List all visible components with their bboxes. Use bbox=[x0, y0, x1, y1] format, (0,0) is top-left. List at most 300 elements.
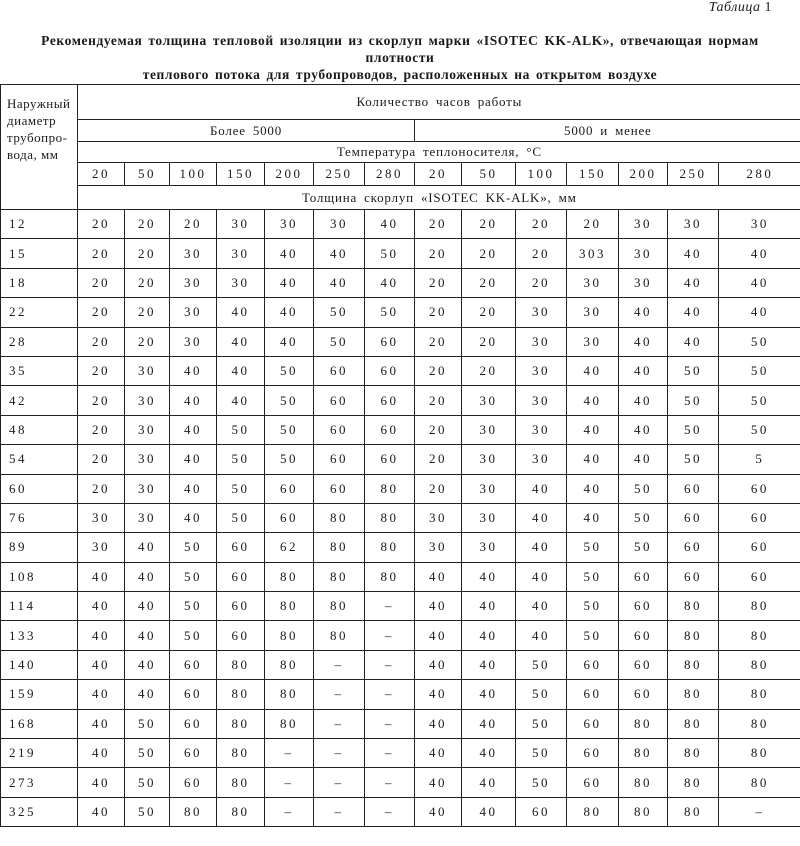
thickness-cell: 20 bbox=[125, 268, 170, 297]
thickness-cell: 40 bbox=[217, 327, 265, 356]
thickness-cell: 50 bbox=[719, 327, 800, 356]
table-row bbox=[1, 356, 800, 385]
thickness-cell: 20 bbox=[415, 239, 462, 268]
temperature-cell: 200 bbox=[619, 163, 668, 186]
thickness-cell: 30 bbox=[619, 210, 668, 239]
thickness-cell: 20 bbox=[567, 210, 619, 239]
table-row bbox=[1, 621, 800, 650]
thickness-cell: 30 bbox=[516, 327, 567, 356]
thickness-cell: 30 bbox=[567, 327, 619, 356]
diameter-cell: 54 bbox=[1, 445, 78, 474]
thickness-cell: 20 bbox=[125, 298, 170, 327]
thickness-cell: 40 bbox=[462, 739, 516, 768]
thickness-cell: 60 bbox=[668, 503, 719, 532]
thickness-cell: 80 bbox=[365, 533, 415, 562]
thickness-cell: 60 bbox=[314, 445, 365, 474]
thickness-cell: 30 bbox=[619, 239, 668, 268]
thickness-cell: 80 bbox=[365, 474, 415, 503]
thickness-cell: 60 bbox=[217, 533, 265, 562]
thickness-cell: 40 bbox=[516, 474, 567, 503]
thickness-cell: – bbox=[365, 768, 415, 797]
thickness-cell: 30 bbox=[462, 474, 516, 503]
thickness-cell: 40 bbox=[516, 562, 567, 591]
thickness-cell: – bbox=[314, 680, 365, 709]
thickness-cell: 40 bbox=[462, 621, 516, 650]
temperature-cell: 250 bbox=[314, 163, 365, 186]
diameter-cell: 12 bbox=[1, 210, 78, 239]
thickness-cell: 20 bbox=[415, 210, 462, 239]
thickness-cell: 40 bbox=[314, 239, 365, 268]
thickness-cell: – bbox=[365, 680, 415, 709]
thickness-cell: 60 bbox=[170, 650, 217, 679]
thickness-cell: 30 bbox=[170, 327, 217, 356]
thickness-cell: 80 bbox=[719, 768, 800, 797]
thickness-cell: 40 bbox=[78, 592, 125, 621]
thickness-cell: 40 bbox=[462, 562, 516, 591]
table-caption-word: Таблица bbox=[708, 0, 761, 15]
thickness-cell: 20 bbox=[415, 356, 462, 385]
thickness-cell: 40 bbox=[567, 415, 619, 444]
thickness-cell: 60 bbox=[719, 533, 800, 562]
thickness-cell: 60 bbox=[217, 621, 265, 650]
table-row bbox=[1, 650, 800, 679]
diameter-cell: 28 bbox=[1, 327, 78, 356]
thickness-cell: 60 bbox=[619, 621, 668, 650]
table-caption bbox=[709, 0, 772, 16]
thickness-cell: 50 bbox=[217, 503, 265, 532]
thickness-cell: 50 bbox=[125, 709, 170, 738]
thickness-cell: 40 bbox=[567, 386, 619, 415]
thickness-cell: 60 bbox=[567, 650, 619, 679]
thickness-cell: 30 bbox=[170, 298, 217, 327]
thickness-cell: 40 bbox=[125, 533, 170, 562]
thickness-cell: 20 bbox=[415, 386, 462, 415]
table-row bbox=[1, 474, 800, 503]
thickness-cell: 40 bbox=[217, 298, 265, 327]
thickness-cell: 50 bbox=[619, 474, 668, 503]
thickness-cell: – bbox=[365, 592, 415, 621]
thickness-cell: 50 bbox=[125, 768, 170, 797]
thickness-cell: 30 bbox=[462, 415, 516, 444]
thickness-cell: 40 bbox=[415, 562, 462, 591]
thickness-cell: – bbox=[265, 768, 314, 797]
table-row bbox=[1, 268, 800, 297]
thickness-cell: 30 bbox=[516, 415, 567, 444]
thickness-cell: 40 bbox=[170, 474, 217, 503]
table-row bbox=[1, 592, 800, 621]
thickness-cell: 20 bbox=[516, 210, 567, 239]
thickness-cell: – bbox=[314, 650, 365, 679]
thickness-cell: 20 bbox=[170, 210, 217, 239]
temperature-cell: 100 bbox=[516, 163, 567, 186]
diameter-cell: 22 bbox=[1, 298, 78, 327]
thickness-cell: 40 bbox=[170, 445, 217, 474]
diameter-cell: 273 bbox=[1, 768, 78, 797]
thickness-cell: 40 bbox=[125, 680, 170, 709]
thickness-cell: 60 bbox=[719, 562, 800, 591]
thickness-cell: 30 bbox=[217, 268, 265, 297]
table-row bbox=[1, 562, 800, 591]
thickness-cell: 60 bbox=[265, 474, 314, 503]
thickness-cell: 80 bbox=[314, 562, 365, 591]
thickness-cell: 20 bbox=[415, 474, 462, 503]
thickness-cell: 60 bbox=[668, 533, 719, 562]
thickness-cell: 40 bbox=[415, 797, 462, 826]
thickness-cell: 50 bbox=[567, 592, 619, 621]
thickness-cell: 50 bbox=[516, 650, 567, 679]
diameter-cell: 159 bbox=[1, 680, 78, 709]
diameter-header-line: вода, мм bbox=[7, 147, 59, 162]
thickness-cell: 60 bbox=[668, 562, 719, 591]
thickness-cell: 20 bbox=[78, 356, 125, 385]
thickness-cell: 50 bbox=[170, 533, 217, 562]
thickness-cell: 30 bbox=[125, 445, 170, 474]
table-body bbox=[1, 210, 800, 827]
thickness-cell: 60 bbox=[314, 415, 365, 444]
thickness-cell: 30 bbox=[462, 445, 516, 474]
thickness-cell: 80 bbox=[619, 768, 668, 797]
thickness-cell: 20 bbox=[462, 239, 516, 268]
diameter-cell: 18 bbox=[1, 268, 78, 297]
temperature-cell: 50 bbox=[462, 163, 516, 186]
thickness-cell: 60 bbox=[217, 562, 265, 591]
thickness-cell: 30 bbox=[719, 210, 800, 239]
thickness-cell: 30 bbox=[265, 210, 314, 239]
diameter-cell: 76 bbox=[1, 503, 78, 532]
thickness-cell: 40 bbox=[78, 739, 125, 768]
thickness-cell: 60 bbox=[314, 474, 365, 503]
thickness-cell: 5 bbox=[719, 445, 800, 474]
thickness-cell: 40 bbox=[567, 356, 619, 385]
thickness-cell: 40 bbox=[78, 621, 125, 650]
thickness-cell: 30 bbox=[668, 210, 719, 239]
thickness-cell: – bbox=[365, 650, 415, 679]
thickness-cell: 20 bbox=[125, 327, 170, 356]
thickness-cell: 40 bbox=[567, 503, 619, 532]
table-row bbox=[1, 239, 800, 268]
thickness-cell: 40 bbox=[78, 709, 125, 738]
diameter-cell: 108 bbox=[1, 562, 78, 591]
thickness-cell: 20 bbox=[78, 268, 125, 297]
thickness-cell: 80 bbox=[668, 592, 719, 621]
thickness-cell: 50 bbox=[719, 415, 800, 444]
table-row bbox=[1, 445, 800, 474]
thickness-cell: 40 bbox=[668, 268, 719, 297]
diameter-cell: 168 bbox=[1, 709, 78, 738]
thickness-cell: 80 bbox=[668, 680, 719, 709]
hours-header: Количество часов работы bbox=[78, 85, 800, 120]
temperature-cell: 280 bbox=[365, 163, 415, 186]
thickness-cell: 80 bbox=[217, 797, 265, 826]
thickness-cell: – bbox=[265, 739, 314, 768]
thickness-cell: 20 bbox=[78, 445, 125, 474]
thickness-cell: 40 bbox=[217, 356, 265, 385]
thickness-cell: 40 bbox=[415, 680, 462, 709]
thickness-cell: 50 bbox=[719, 386, 800, 415]
thickness-cell: 30 bbox=[125, 415, 170, 444]
thickness-cell: 20 bbox=[78, 386, 125, 415]
thickness-cell: 50 bbox=[314, 298, 365, 327]
thickness-cell: – bbox=[314, 739, 365, 768]
thickness-cell: 50 bbox=[567, 562, 619, 591]
thickness-cell: 50 bbox=[567, 621, 619, 650]
temperature-cell: 200 bbox=[265, 163, 314, 186]
thickness-cell: 60 bbox=[668, 474, 719, 503]
thickness-cell: 30 bbox=[516, 298, 567, 327]
table-row bbox=[1, 386, 800, 415]
thickness-cell: 60 bbox=[567, 739, 619, 768]
thickness-cell: 30 bbox=[415, 533, 462, 562]
thickness-cell: 60 bbox=[170, 768, 217, 797]
thickness-cell: 30 bbox=[170, 239, 217, 268]
thickness-cell: 40 bbox=[462, 797, 516, 826]
thickness-cell: – bbox=[365, 739, 415, 768]
thickness-cell: 30 bbox=[619, 268, 668, 297]
thickness-cell: 40 bbox=[78, 680, 125, 709]
thickness-cell: 50 bbox=[668, 386, 719, 415]
thickness-cell: 40 bbox=[365, 268, 415, 297]
thickness-cell: 50 bbox=[516, 709, 567, 738]
thickness-cell: 50 bbox=[217, 415, 265, 444]
thickness-cell: 40 bbox=[719, 268, 800, 297]
thickness-cell: 80 bbox=[567, 797, 619, 826]
thickness-cell: 50 bbox=[170, 592, 217, 621]
thickness-cell: 30 bbox=[125, 474, 170, 503]
thickness-cell: 62 bbox=[265, 533, 314, 562]
thickness-cell: 60 bbox=[719, 503, 800, 532]
thickness-cell: 40 bbox=[619, 415, 668, 444]
diameter-cell: 60 bbox=[1, 474, 78, 503]
thickness-cell: 80 bbox=[265, 592, 314, 621]
thickness-cell: 20 bbox=[415, 268, 462, 297]
thickness-cell: 50 bbox=[265, 386, 314, 415]
thickness-cell: 20 bbox=[462, 210, 516, 239]
thickness-cell: 40 bbox=[516, 621, 567, 650]
thickness-cell: 80 bbox=[668, 797, 719, 826]
thickness-cell: 30 bbox=[217, 239, 265, 268]
thickness-cell: 30 bbox=[125, 503, 170, 532]
thickness-cell: 40 bbox=[462, 650, 516, 679]
thickness-cell: 60 bbox=[365, 327, 415, 356]
thickness-cell: 30 bbox=[170, 268, 217, 297]
thickness-cell: 20 bbox=[462, 356, 516, 385]
thickness-cell: 50 bbox=[516, 739, 567, 768]
temperature-cell: 100 bbox=[170, 163, 217, 186]
thickness-cell: 80 bbox=[365, 503, 415, 532]
diameter-cell: 89 bbox=[1, 533, 78, 562]
table-row bbox=[1, 739, 800, 768]
thickness-cell: – bbox=[365, 797, 415, 826]
thickness-cell: 60 bbox=[619, 650, 668, 679]
thickness-cell: 50 bbox=[265, 415, 314, 444]
thickness-cell: 40 bbox=[78, 797, 125, 826]
thickness-cell: 80 bbox=[668, 768, 719, 797]
group-5000-or-less: 5000 и менее bbox=[415, 120, 800, 142]
thickness-cell: 60 bbox=[365, 445, 415, 474]
thickness-cell: 80 bbox=[217, 739, 265, 768]
thickness-cell: 60 bbox=[170, 680, 217, 709]
thickness-cell: 20 bbox=[78, 210, 125, 239]
thickness-cell: 60 bbox=[567, 680, 619, 709]
thickness-cell: 20 bbox=[78, 327, 125, 356]
thickness-cell: 60 bbox=[567, 709, 619, 738]
thickness-cell: 40 bbox=[78, 562, 125, 591]
thickness-cell: 30 bbox=[314, 210, 365, 239]
thickness-cell: 40 bbox=[462, 709, 516, 738]
thickness-cell: 40 bbox=[314, 268, 365, 297]
thickness-cell: 40 bbox=[567, 445, 619, 474]
thickness-cell: 40 bbox=[619, 327, 668, 356]
thickness-cell: 40 bbox=[78, 768, 125, 797]
thickness-cell: 303 bbox=[567, 239, 619, 268]
thickness-cell: 50 bbox=[125, 797, 170, 826]
thickness-cell: 50 bbox=[125, 739, 170, 768]
thickness-cell: 50 bbox=[217, 474, 265, 503]
diameter-cell: 114 bbox=[1, 592, 78, 621]
thickness-cell: 20 bbox=[125, 239, 170, 268]
thickness-cell: 40 bbox=[365, 210, 415, 239]
temperature-row bbox=[1, 163, 800, 186]
thickness-cell: 40 bbox=[567, 474, 619, 503]
thickness-cell: 80 bbox=[668, 650, 719, 679]
thickness-cell: 80 bbox=[668, 739, 719, 768]
thickness-cell: 20 bbox=[78, 239, 125, 268]
thickness-cell: – bbox=[314, 768, 365, 797]
diameter-cell: 15 bbox=[1, 239, 78, 268]
diameter-cell: 48 bbox=[1, 415, 78, 444]
table-title-line-2: теплового потока для трубопроводов, расположенных на открытом воздухе bbox=[142, 67, 658, 82]
thickness-cell: 30 bbox=[217, 210, 265, 239]
thickness-cell: 80 bbox=[619, 797, 668, 826]
thickness-cell: 60 bbox=[619, 592, 668, 621]
thickness-cell: 50 bbox=[170, 562, 217, 591]
table-caption-number: 1 bbox=[764, 0, 772, 15]
thickness-cell: 20 bbox=[516, 268, 567, 297]
thickness-cell: 80 bbox=[217, 768, 265, 797]
thickness-cell: 80 bbox=[668, 709, 719, 738]
thickness-cell: 30 bbox=[125, 356, 170, 385]
thickness-cell: 30 bbox=[415, 503, 462, 532]
thickness-cell: 40 bbox=[462, 768, 516, 797]
thickness-cell: 40 bbox=[619, 356, 668, 385]
thickness-cell: 40 bbox=[619, 445, 668, 474]
thickness-cell: 40 bbox=[125, 650, 170, 679]
thickness-cell: 40 bbox=[170, 503, 217, 532]
temperature-cell: 250 bbox=[668, 163, 719, 186]
thickness-cell: 40 bbox=[462, 592, 516, 621]
thickness-cell: 50 bbox=[516, 680, 567, 709]
insulation-thickness-table bbox=[0, 84, 800, 827]
thickness-cell: 60 bbox=[265, 503, 314, 532]
thickness-cell: 40 bbox=[668, 239, 719, 268]
thickness-cell: 50 bbox=[619, 503, 668, 532]
thickness-cell: 30 bbox=[462, 503, 516, 532]
thickness-cell: 40 bbox=[415, 739, 462, 768]
thickness-cell: 80 bbox=[719, 592, 800, 621]
diameter-cell: 325 bbox=[1, 797, 78, 826]
diameter-header-line: диаметр bbox=[7, 113, 57, 128]
temperature-cell: 20 bbox=[78, 163, 125, 186]
thickness-cell: 60 bbox=[217, 592, 265, 621]
thickness-cell: 40 bbox=[78, 650, 125, 679]
thickness-cell: 20 bbox=[415, 415, 462, 444]
thickness-cell: 60 bbox=[314, 386, 365, 415]
thickness-cell: 80 bbox=[719, 709, 800, 738]
thickness-cell: 30 bbox=[78, 503, 125, 532]
thickness-cell: 40 bbox=[668, 298, 719, 327]
thickness-cell: 40 bbox=[516, 533, 567, 562]
thickness-cell: 40 bbox=[170, 415, 217, 444]
thickness-cell: 40 bbox=[415, 709, 462, 738]
diameter-header-line: трубопро- bbox=[7, 130, 68, 145]
thickness-cell: 40 bbox=[415, 650, 462, 679]
thickness-cell: 80 bbox=[719, 680, 800, 709]
table-row bbox=[1, 415, 800, 444]
diameter-cell: 133 bbox=[1, 621, 78, 650]
thickness-cell: 80 bbox=[265, 621, 314, 650]
thickness-cell: 50 bbox=[567, 533, 619, 562]
diameter-header bbox=[1, 85, 78, 210]
thickness-cell: 40 bbox=[265, 327, 314, 356]
thickness-cell: 80 bbox=[314, 592, 365, 621]
thickness-cell: 80 bbox=[217, 709, 265, 738]
thickness-cell: 40 bbox=[265, 298, 314, 327]
thickness-cell: 20 bbox=[78, 298, 125, 327]
thickness-cell: 80 bbox=[619, 709, 668, 738]
thickness-cell: 60 bbox=[170, 709, 217, 738]
thickness-cell: 40 bbox=[217, 386, 265, 415]
thickness-cell: 80 bbox=[265, 680, 314, 709]
thickness-cell: 60 bbox=[619, 562, 668, 591]
thickness-cell: 20 bbox=[462, 268, 516, 297]
diameter-cell: 42 bbox=[1, 386, 78, 415]
thickness-cell: – bbox=[365, 621, 415, 650]
thickness-cell: 20 bbox=[78, 474, 125, 503]
temperature-header: Температура теплоносителя, °С bbox=[78, 142, 800, 163]
thickness-cell: 30 bbox=[567, 298, 619, 327]
thickness-cell: 40 bbox=[265, 239, 314, 268]
table-row bbox=[1, 298, 800, 327]
thickness-cell: 50 bbox=[619, 533, 668, 562]
table-row bbox=[1, 503, 800, 532]
thickness-cell: 40 bbox=[415, 621, 462, 650]
thickness-cell: 40 bbox=[619, 298, 668, 327]
thickness-cell: 50 bbox=[719, 356, 800, 385]
thickness-cell: 50 bbox=[365, 298, 415, 327]
table-row bbox=[1, 680, 800, 709]
table-row bbox=[1, 327, 800, 356]
thickness-cell: 60 bbox=[365, 356, 415, 385]
thickness-cell: 40 bbox=[125, 592, 170, 621]
thickness-cell: 20 bbox=[415, 327, 462, 356]
diameter-header-line: Наружный bbox=[7, 96, 71, 111]
thickness-cell: 60 bbox=[719, 474, 800, 503]
thickness-cell: 80 bbox=[265, 650, 314, 679]
thickness-cell: – bbox=[365, 709, 415, 738]
thickness-cell: 80 bbox=[365, 562, 415, 591]
thickness-cell: 50 bbox=[668, 445, 719, 474]
thickness-cell: 60 bbox=[365, 415, 415, 444]
thickness-cell: 60 bbox=[619, 680, 668, 709]
table-row bbox=[1, 533, 800, 562]
thickness-cell: 20 bbox=[462, 298, 516, 327]
thickness-cell: 30 bbox=[462, 386, 516, 415]
thickness-cell: 30 bbox=[516, 445, 567, 474]
table-row bbox=[1, 797, 800, 826]
table-title-line-1: Рекомендуемая толщина тепловой изоляции из скорлуп марки «ISOTEC KK-ALK», отвечающая нормам плотности bbox=[41, 33, 759, 65]
temperature-cell: 20 bbox=[415, 163, 462, 186]
thickness-cell: 30 bbox=[78, 533, 125, 562]
